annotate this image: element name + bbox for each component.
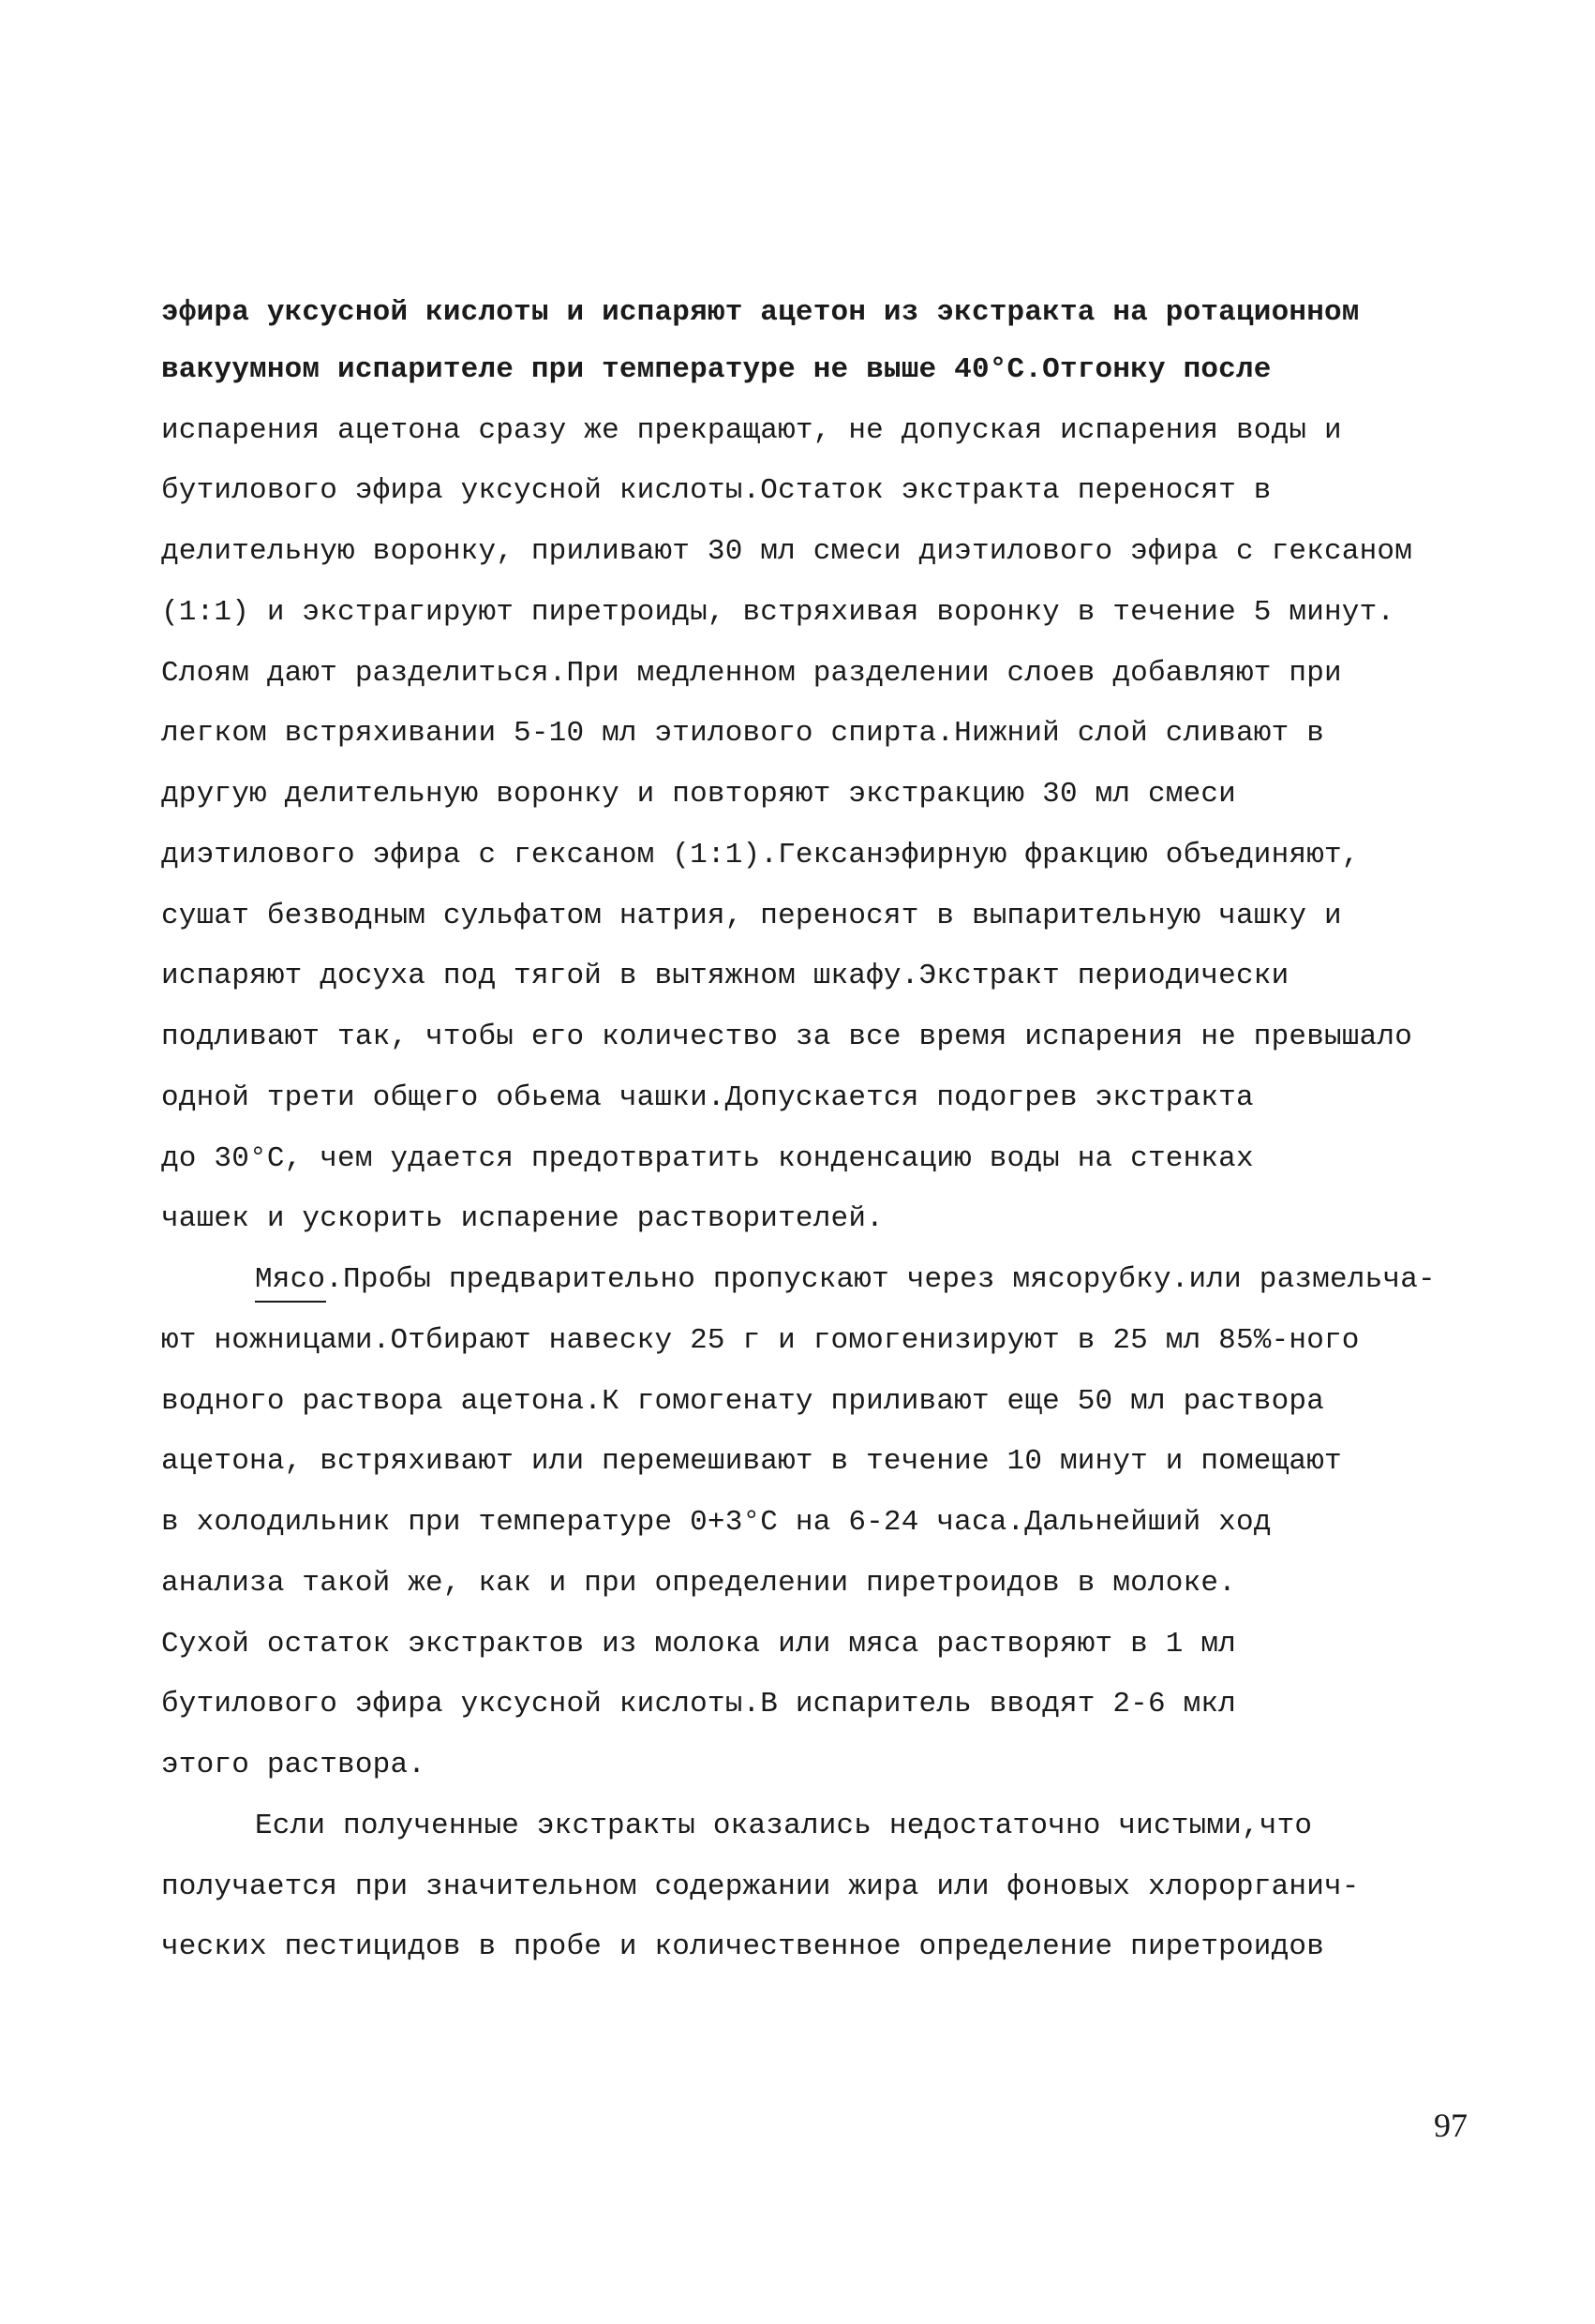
text-line-paragraph-start: Мясо.Пробы предварительно пропускают через мясорубку.или размельча- xyxy=(255,1263,1436,1296)
text-line: Слоям дают разделиться.При медленном разделении слоев добавляют при xyxy=(161,657,1342,690)
text-line: другую делительную воронку и повторяют экстракцию 30 мл смеси xyxy=(161,778,1236,811)
text-line: анализа такой же, как и при определении пиретроидов в молоке. xyxy=(161,1567,1236,1600)
text-line: делительную воронку, приливают 30 мл смеси диэтилового эфира с гексаном xyxy=(161,535,1413,568)
text-line: испаряют досуха под тягой в вытяжном шкафу.Экстракт периодически xyxy=(161,960,1289,992)
text-line: (1:1) и экстрагируют пиретроиды, встряхивая воронку в течение 5 минут. xyxy=(161,596,1395,629)
text-line: Сухой остаток экстрактов из молока или мяса растворяют в 1 мл xyxy=(161,1628,1236,1661)
text-line: эфира уксусной кислоты и испаряют ацетон из экстракта на ротационном xyxy=(161,296,1360,329)
text-line: сушат безводным сульфатом натрия, переносят в выпарительную чашку и xyxy=(161,900,1342,932)
text-line-paragraph-start: Если полученные экстракты оказались недостаточно чистыми,что xyxy=(255,1810,1313,1842)
text-line: бутилового эфира уксусной кислоты.В испаритель вводят 2-6 мкл xyxy=(161,1688,1236,1721)
text-line: ческих пестицидов в пробе и количественное определение пиретроидов xyxy=(161,1930,1324,1963)
text-line: в холодильник при температуре 0+3°С на 6-24 часа.Дальнейший ход xyxy=(161,1506,1272,1539)
text-line: бутилового эфира уксусной кислоты.Остаток экстракта переносят в xyxy=(161,474,1272,507)
text-line: легком встряхивании 5-10 мл этилового спирта.Нижний слой сливают в xyxy=(161,717,1324,750)
text-line: испарения ацетона сразу же прекращают, не допуская испарения воды и xyxy=(161,414,1342,447)
text-line: водного раствора ацетона.К гомогенату приливают еще 50 мл раствора xyxy=(161,1385,1324,1418)
text-line: диэтилового эфира с гексаном (1:1).Гексанэфирную фракцию объединяют, xyxy=(161,839,1360,872)
text-line: этого раствора. xyxy=(161,1749,426,1781)
text-line: одной трети общего обьема чашки.Допускается подогрев экстракта xyxy=(161,1081,1254,1114)
text-line: ацетона, встряхивают или перемешивают в течение 10 минут и помещают xyxy=(161,1445,1342,1478)
text-line: получается при значительном содержании жира или фоновых хлорорганич- xyxy=(161,1870,1360,1903)
heading-underline xyxy=(255,1301,326,1303)
text-line: чашек и ускорить испарение растворителей. xyxy=(161,1202,884,1235)
page-number: 97 xyxy=(1434,2107,1468,2144)
text-line: ют ножницами.Отбирают навеску 25 г и гомогенизируют в 25 мл 85%-ного xyxy=(161,1324,1360,1357)
text-line: подливают так, чтобы его количество за все время испарения не превышало xyxy=(161,1020,1413,1053)
text-line: вакуумном испарителе при температуре не выше 40°С.Отгонку после xyxy=(161,353,1272,386)
text-line: до 30°С, чем удается предотвратить конденсацию воды на стенках xyxy=(161,1142,1254,1175)
